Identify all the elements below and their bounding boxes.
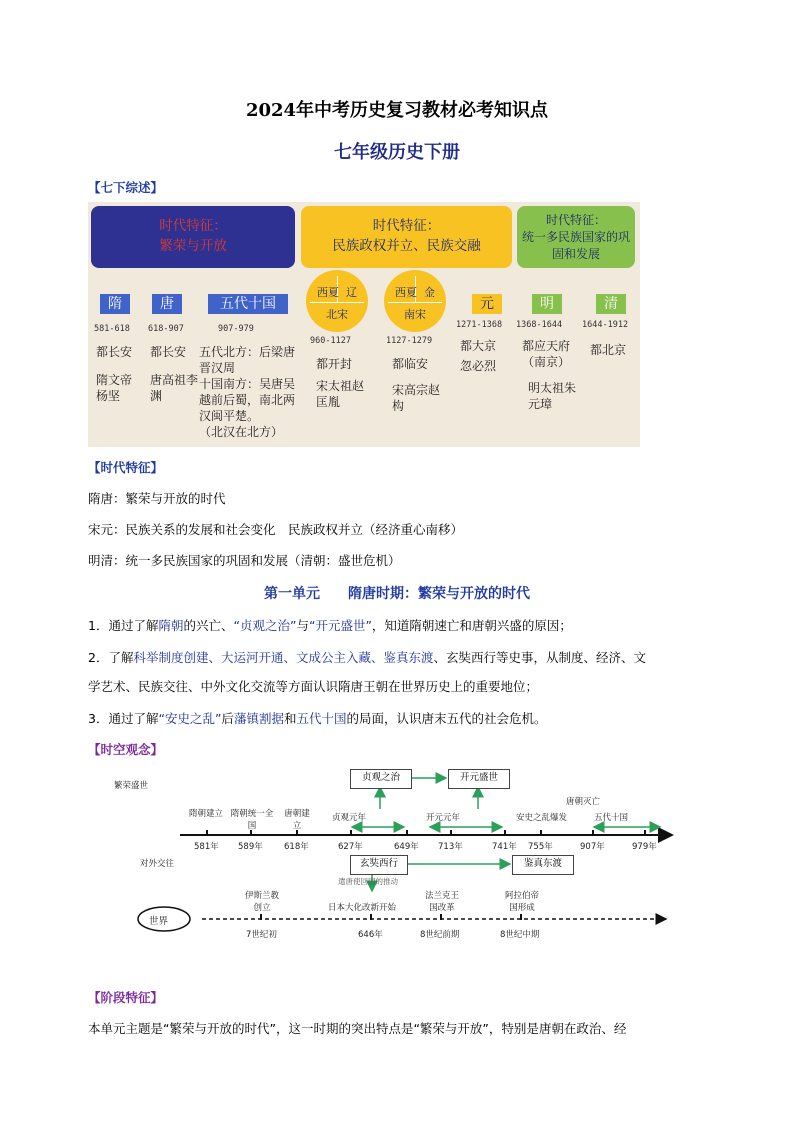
box-xuanzang: 玄奘西行 <box>350 855 408 875</box>
event-zhenguan-year1: 贞观元年 <box>332 813 367 823</box>
dynasty-southern-song: 南宋 <box>404 308 426 321</box>
dynasty-wudai-shiguo: 五代十国 <box>208 294 288 314</box>
era-feature-box-song-yuan <box>301 206 512 268</box>
era-line-song-yuan: 宋元：民族关系的发展和社会变化 民族政权并立（经济重心南移） <box>88 522 464 537</box>
era-feature-text: 民族政权并立、民族交融 <box>332 238 481 254</box>
year-618: 618年 <box>284 842 309 852</box>
capital-sui: 都长安 <box>96 345 133 359</box>
founder-ming: 明太祖朱元璋 <box>528 381 577 411</box>
years-northern-song: 960-1127 <box>310 336 351 346</box>
goal-item-2: 2．了解科举制度创建、大运河开通、文成公主入藏、鉴真东渡、玄奘西行等史事，从制度、经济、文 <box>88 650 646 665</box>
era-feature-label: 时代特征： <box>372 218 441 234</box>
year-627: 627年 <box>338 842 363 852</box>
row-label-prosperity: 繁荣盛世 <box>114 781 149 791</box>
dynasty-ming: 明 <box>532 294 562 314</box>
world-label: 世界 <box>149 916 169 927</box>
row-label-foreign-relations: 对外交往 <box>140 859 175 869</box>
section-stage-heading: 【阶段特征】 <box>88 990 164 1005</box>
world-event-arab-empire: 阿拉伯帝国形成 <box>504 891 539 913</box>
goal-item-2-cont: 学艺术、民族交往、中外文化交流等方面认识隋唐王朝在世界历史上的重要地位； <box>88 679 539 694</box>
dynasty-xixia: 西夏 <box>395 286 417 299</box>
goal-item-1: 1．通过了解隋朝的兴亡、“贞观之治”与“开元盛世”，知道隋朝速亡和唐朝兴盛的原因； <box>88 618 572 633</box>
founder-southern-song: 宋高宗赵构 <box>392 383 441 413</box>
dynasty-northern-song-circle <box>306 270 368 332</box>
year-589: 589年 <box>238 842 263 852</box>
years-qing: 1644-1912 <box>582 320 629 330</box>
dynasty-southern-song-circle <box>384 270 446 332</box>
dynasty-qing: 清 <box>596 294 626 314</box>
capital-yuan: 都大京 <box>460 339 497 353</box>
event-wudai-shiguo: 五代十国 <box>594 813 629 823</box>
world-time-8c-mid: 8世纪中期 <box>500 930 540 940</box>
founder-yuan: 忽必烈 <box>460 359 497 373</box>
event-tang-fall: 唐朝灭亡 <box>566 797 601 807</box>
years-southern-song: 1127-1279 <box>386 336 433 346</box>
capital-qing: 都北京 <box>590 343 627 357</box>
era-feature-text: 繁荣与开放 <box>159 238 227 254</box>
era-feature-label: 时代特征： <box>159 218 227 234</box>
era-line-ming-qing: 明清：统一多民族国家的巩固和发展（清朝：盛世危机） <box>88 553 401 568</box>
beihan-note: （北汉在北方） <box>199 425 284 439</box>
event-kaiyuan-year1: 开元元年 <box>426 813 461 823</box>
era-feature-box-sui-tang <box>91 206 295 268</box>
page-title: 2024年中考历史复习教材必考知识点 <box>245 100 549 121</box>
year-979: 979年 <box>632 842 657 852</box>
world-time-7c-early: 7世纪初 <box>246 930 277 940</box>
box-zhenguan: 贞观之治 <box>350 769 412 789</box>
era-feature-text: 统一多民族国家的巩固和发展 <box>521 230 630 261</box>
world-event-frankish-reform: 法兰克王国改革 <box>424 891 459 913</box>
goal-item-3: 3．通过了解“安史之乱”后藩镇割据和五代十国的局面，认识唐末五代的社会危机。 <box>88 711 547 726</box>
founder-tang: 唐高祖李渊 <box>150 373 199 403</box>
year-649: 649年 <box>394 842 419 852</box>
dynasty-xixia: 西夏 <box>317 286 339 299</box>
era-feature-label: 时代特征： <box>545 213 606 227</box>
dynasty-sui: 隋 <box>100 294 130 314</box>
event-sui-founded: 隋朝建立 <box>188 809 223 819</box>
years-tang: 618-907 <box>148 324 184 334</box>
event-sui-unify: 隋朝统一全国 <box>230 809 274 831</box>
year-713: 713年 <box>438 842 463 852</box>
section-era-heading: 【时代特征】 <box>88 460 164 475</box>
world-time-646: 646年 <box>358 930 383 940</box>
year-741: 741年 <box>492 842 517 852</box>
capital-southern-song: 都临安 <box>392 357 429 371</box>
box-kaiyuan: 开元盛世 <box>448 769 510 789</box>
years-sui: 581-618 <box>94 324 130 334</box>
stage-text: 本单元主题是“繁荣与开放的时代”，这一时期的突出特点是“繁荣与开放”，特别是唐朝在政治、经 <box>88 1021 627 1036</box>
capital-ming: 都应天府（南京） <box>522 339 571 369</box>
dynasty-jin: 金 <box>424 286 435 299</box>
unit-title: 第一单元 隋唐时期：繁荣与开放的时代 <box>264 586 530 602</box>
dynasty-liao: 辽 <box>346 286 357 299</box>
wudai-north: 五代北方：后梁唐晋汉周 <box>199 345 296 375</box>
capital-tang: 都长安 <box>150 345 187 359</box>
era-feature-box-ming-qing <box>517 206 635 268</box>
timeline-diagram <box>110 765 690 950</box>
overview-diagram <box>88 202 640 447</box>
founder-sui: 隋文帝杨坚 <box>96 373 133 403</box>
dynasty-tang: 唐 <box>152 294 182 314</box>
page-subtitle: 七年级历史下册 <box>334 142 460 163</box>
capital-northern-song: 都开封 <box>316 357 353 371</box>
dynasty-northern-song: 北宋 <box>326 308 348 321</box>
event-tang-founded: 唐朝建立 <box>284 809 310 831</box>
box-jianzhen: 鉴真东渡 <box>512 855 574 875</box>
year-755: 755年 <box>528 842 553 852</box>
section-timeline-heading: 【时空观念】 <box>88 742 164 757</box>
years-yuan: 1271-1368 <box>456 320 503 330</box>
year-581: 581年 <box>194 842 219 852</box>
japan-envoy-note: 遣唐使回国的推动 <box>338 877 398 886</box>
founder-northern-song: 宋太祖赵匡胤 <box>316 379 365 409</box>
years-ming: 1368-1644 <box>516 320 563 330</box>
world-time-8c-early: 8世纪前期 <box>420 930 460 940</box>
world-event-taika-reform: 日本大化改新开始 <box>328 903 397 913</box>
section-overview-heading: 【七下综述】 <box>88 180 164 195</box>
event-anshi-rebellion: 安史之乱爆发 <box>516 813 568 823</box>
year-907: 907年 <box>580 842 605 852</box>
world-event-islam: 伊斯兰教创立 <box>244 891 279 913</box>
era-line-sui-tang: 隋唐：繁荣与开放的时代 <box>88 491 226 506</box>
shiguo-south: 十国南方：吴唐吴越前后蜀，南北两汉闽平楚。 <box>199 377 296 423</box>
years-wudai: 907-979 <box>218 324 254 334</box>
dynasty-yuan: 元 <box>472 294 502 314</box>
